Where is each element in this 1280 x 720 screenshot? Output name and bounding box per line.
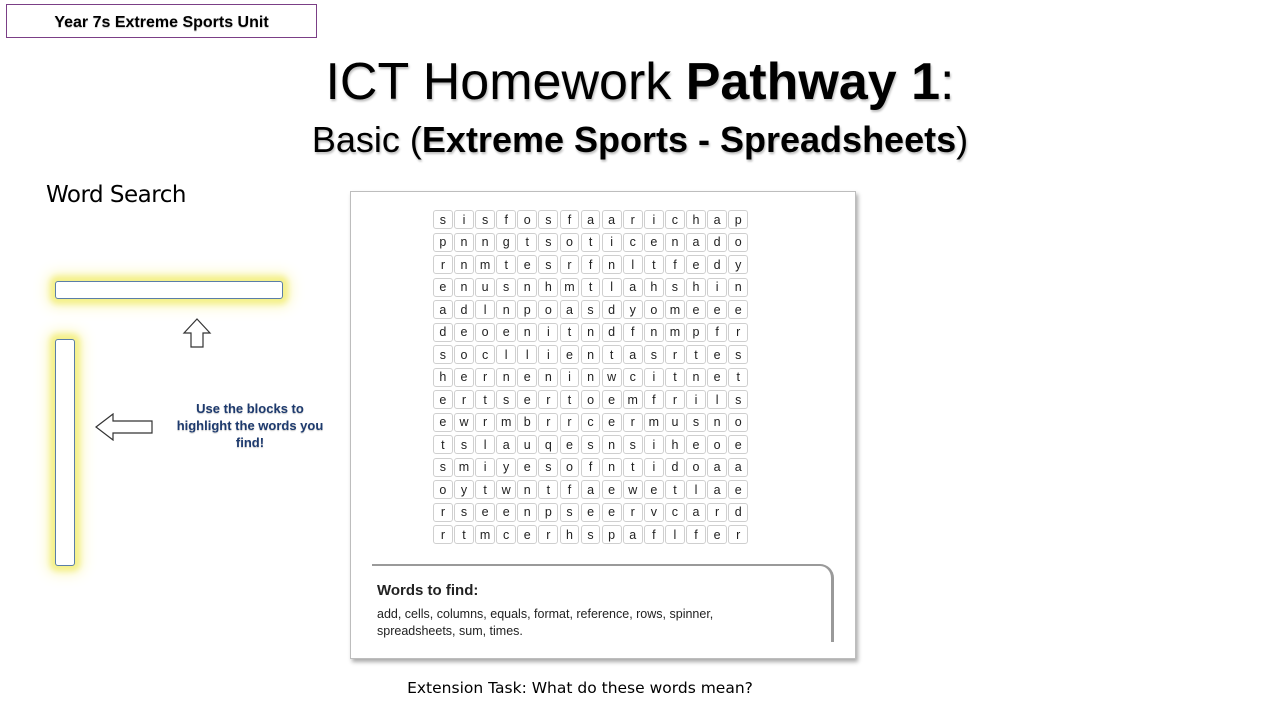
grid-cell: d: [707, 255, 727, 274]
grid-cell: w: [602, 368, 622, 387]
grid-cell: s: [581, 300, 601, 319]
grid-cell: h: [560, 525, 580, 544]
grid-cell: f: [560, 480, 580, 499]
grid-cell: n: [454, 255, 474, 274]
words-to-find-title: Words to find:: [377, 582, 479, 599]
grid-cell: s: [433, 210, 453, 229]
grid-cell: o: [728, 413, 748, 432]
grid-cell: r: [454, 390, 474, 409]
grid-cell: y: [496, 458, 516, 477]
grid-cell: i: [538, 345, 558, 364]
grid-cell: t: [665, 368, 685, 387]
grid-cell: i: [454, 210, 474, 229]
grid-cell: a: [496, 435, 516, 454]
grid-cell: e: [602, 390, 622, 409]
grid-cell: t: [665, 480, 685, 499]
grid-cell: e: [581, 503, 601, 522]
grid-cell: s: [581, 435, 601, 454]
grid-cell: i: [475, 458, 495, 477]
grid-cell: o: [707, 435, 727, 454]
page-title: [0, 52, 1280, 112]
grid-cell: a: [728, 458, 748, 477]
grid-cell: e: [496, 323, 516, 342]
grid-cell: d: [707, 233, 727, 252]
grid-cell: n: [475, 233, 495, 252]
grid-cell: o: [433, 480, 453, 499]
grid-cell: o: [475, 323, 495, 342]
grid-cell: m: [496, 413, 516, 432]
title-prefix: ICT Homework: [325, 53, 686, 111]
grid-cell: a: [686, 233, 706, 252]
grid-cell: i: [644, 210, 664, 229]
grid-cell: t: [475, 480, 495, 499]
grid-cell: d: [602, 323, 622, 342]
subtitle-prefix: Basic (: [311, 119, 422, 160]
grid-cell: e: [602, 503, 622, 522]
grid-cell: e: [602, 413, 622, 432]
grid-cell: s: [496, 390, 516, 409]
grid-cell: t: [728, 368, 748, 387]
grid-cell: v: [644, 503, 664, 522]
grid-cell: n: [581, 323, 601, 342]
grid-cell: l: [686, 480, 706, 499]
grid-cell: n: [665, 233, 685, 252]
word-search-grid: [433, 210, 748, 548]
grid-cell: n: [602, 435, 622, 454]
grid-cell: f: [707, 323, 727, 342]
grid-cell: n: [602, 255, 622, 274]
grid-cell: f: [581, 458, 601, 477]
title-suffix: :: [940, 53, 955, 111]
grid-cell: e: [433, 390, 453, 409]
grid-cell: t: [560, 323, 580, 342]
grid-cell: a: [707, 480, 727, 499]
grid-cell: r: [560, 255, 580, 274]
grid-cell: e: [644, 233, 664, 252]
grid-cell: c: [623, 233, 643, 252]
grid-cell: e: [707, 300, 727, 319]
subtitle-suffix: ): [956, 119, 969, 160]
grid-cell: d: [433, 323, 453, 342]
grid-cell: s: [538, 255, 558, 274]
grid-cell: f: [581, 255, 601, 274]
grid-cell: h: [433, 368, 453, 387]
grid-cell: n: [517, 480, 537, 499]
grid-cell: i: [644, 435, 664, 454]
grid-cell: i: [644, 368, 664, 387]
grid-cell: o: [517, 210, 537, 229]
grid-cell: l: [475, 300, 495, 319]
grid-cell: r: [475, 413, 495, 432]
grid-cell: h: [644, 278, 664, 297]
grid-cell: i: [686, 390, 706, 409]
grid-cell: n: [581, 345, 601, 364]
grid-cell: y: [623, 300, 643, 319]
grid-cell: a: [623, 278, 643, 297]
arrow-up-icon: [182, 318, 212, 348]
grid-cell: f: [644, 525, 664, 544]
grid-cell: w: [454, 413, 474, 432]
grid-cell: t: [581, 278, 601, 297]
grid-cell: a: [560, 300, 580, 319]
grid-cell: l: [475, 435, 495, 454]
vertical-highlight-block[interactable]: [55, 339, 75, 566]
grid-cell: n: [538, 368, 558, 387]
grid-cell: p: [433, 233, 453, 252]
grid-cell: r: [623, 503, 643, 522]
grid-cell: f: [665, 255, 685, 274]
grid-cell: s: [454, 435, 474, 454]
grid-cell: y: [454, 480, 474, 499]
grid-cell: e: [454, 323, 474, 342]
grid-cell: a: [623, 525, 643, 544]
grid-cell: n: [517, 278, 537, 297]
grid-cell: n: [454, 233, 474, 252]
grid-cell: l: [517, 345, 537, 364]
words-to-find-list: add, cells, columns, equals, format, reference, rows, spinner, spreadsheets, sum, times.: [377, 607, 714, 638]
grid-cell: e: [560, 345, 580, 364]
grid-cell: c: [496, 525, 516, 544]
grid-cell: c: [475, 345, 495, 364]
grid-cell: e: [517, 525, 537, 544]
grid-cell: d: [665, 458, 685, 477]
grid-cell: t: [644, 255, 664, 274]
grid-cell: f: [623, 323, 643, 342]
grid-cell: r: [433, 525, 453, 544]
grid-cell: s: [454, 503, 474, 522]
grid-cell: l: [496, 345, 516, 364]
grid-cell: i: [707, 278, 727, 297]
grid-cell: o: [728, 233, 748, 252]
grid-cell: r: [538, 413, 558, 432]
grid-cell: n: [581, 368, 601, 387]
grid-cell: n: [496, 300, 516, 319]
grid-cell: s: [538, 233, 558, 252]
grid-cell: m: [475, 525, 495, 544]
grid-cell: e: [475, 503, 495, 522]
grid-cell: s: [644, 345, 664, 364]
grid-cell: m: [623, 390, 643, 409]
grid-cell: r: [623, 210, 643, 229]
grid-cell: e: [686, 435, 706, 454]
grid-cell: t: [475, 390, 495, 409]
grid-cell: s: [433, 458, 453, 477]
grid-cell: e: [707, 368, 727, 387]
grid-cell: s: [728, 390, 748, 409]
grid-cell: r: [707, 503, 727, 522]
subtitle-bold: Extreme Sports - Spreadsheets: [421, 119, 957, 160]
grid-cell: t: [538, 480, 558, 499]
grid-cell: e: [728, 480, 748, 499]
grid-cell: c: [623, 368, 643, 387]
grid-cell: d: [602, 300, 622, 319]
grid-cell: r: [433, 503, 453, 522]
grid-cell: n: [686, 368, 706, 387]
grid-cell: t: [686, 345, 706, 364]
grid-cell: a: [581, 480, 601, 499]
grid-cell: e: [433, 278, 453, 297]
grid-cell: c: [581, 413, 601, 432]
grid-cell: t: [581, 233, 601, 252]
page-subtitle: [0, 118, 1280, 162]
grid-cell: w: [623, 480, 643, 499]
grid-cell: e: [517, 255, 537, 274]
grid-cell: s: [581, 525, 601, 544]
grid-cell: s: [665, 278, 685, 297]
grid-cell: t: [433, 435, 453, 454]
grid-cell: q: [538, 435, 558, 454]
grid-cell: s: [538, 210, 558, 229]
grid-cell: e: [517, 390, 537, 409]
grid-cell: r: [665, 390, 685, 409]
grid-cell: m: [475, 255, 495, 274]
grid-cell: p: [686, 323, 706, 342]
grid-cell: t: [496, 255, 516, 274]
grid-cell: s: [560, 503, 580, 522]
grid-cell: m: [665, 323, 685, 342]
grid-cell: h: [686, 278, 706, 297]
grid-cell: e: [517, 368, 537, 387]
grid-cell: e: [728, 435, 748, 454]
grid-cell: r: [560, 413, 580, 432]
grid-cell: t: [560, 390, 580, 409]
grid-cell: e: [496, 503, 516, 522]
grid-cell: m: [665, 300, 685, 319]
grid-cell: u: [517, 435, 537, 454]
grid-cell: w: [496, 480, 516, 499]
grid-cell: c: [665, 210, 685, 229]
grid-cell: e: [644, 480, 664, 499]
grid-cell: e: [433, 413, 453, 432]
grid-cell: e: [560, 435, 580, 454]
grid-cell: o: [581, 390, 601, 409]
grid-cell: s: [433, 345, 453, 364]
arrow-left-icon: [95, 413, 153, 441]
instruction-text: Use the blocks to highlight the words you find!: [176, 401, 324, 450]
grid-cell: l: [623, 255, 643, 274]
grid-cell: t: [623, 458, 643, 477]
grid-cell: p: [602, 525, 622, 544]
unit-label: Year 7s Extreme Sports Unit: [6, 4, 317, 38]
grid-cell: a: [623, 345, 643, 364]
grid-cell: r: [728, 525, 748, 544]
grid-cell: e: [517, 458, 537, 477]
grid-cell: o: [454, 345, 474, 364]
grid-cell: a: [433, 300, 453, 319]
grid-cell: r: [623, 413, 643, 432]
grid-cell: s: [728, 345, 748, 364]
grid-cell: g: [496, 233, 516, 252]
grid-cell: r: [665, 345, 685, 364]
grid-cell: s: [496, 278, 516, 297]
grid-cell: o: [644, 300, 664, 319]
grid-cell: r: [475, 368, 495, 387]
grid-cell: y: [728, 255, 748, 274]
grid-cell: h: [665, 435, 685, 454]
grid-cell: a: [581, 210, 601, 229]
grid-cell: u: [665, 413, 685, 432]
word-search-heading: Word Search: [46, 182, 186, 208]
grid-cell: r: [728, 323, 748, 342]
grid-cell: p: [517, 300, 537, 319]
grid-cell: n: [602, 458, 622, 477]
grid-cell: f: [496, 210, 516, 229]
grid-cell: o: [686, 458, 706, 477]
grid-cell: u: [475, 278, 495, 297]
grid-cell: n: [644, 323, 664, 342]
grid-cell: s: [538, 458, 558, 477]
grid-cell: t: [454, 525, 474, 544]
grid-cell: b: [517, 413, 537, 432]
grid-cell: n: [517, 323, 537, 342]
grid-cell: n: [728, 278, 748, 297]
grid-cell: s: [475, 210, 495, 229]
grid-cell: e: [454, 368, 474, 387]
grid-cell: e: [728, 300, 748, 319]
grid-cell: i: [602, 233, 622, 252]
grid-cell: n: [707, 413, 727, 432]
words-to-find-box: [372, 564, 834, 642]
grid-cell: r: [538, 525, 558, 544]
grid-cell: f: [644, 390, 664, 409]
grid-cell: a: [707, 210, 727, 229]
title-bold: Pathway 1: [685, 53, 941, 111]
grid-cell: e: [602, 480, 622, 499]
grid-cell: h: [538, 278, 558, 297]
grid-cell: o: [538, 300, 558, 319]
grid-cell: m: [560, 278, 580, 297]
grid-cell: h: [686, 210, 706, 229]
grid-cell: d: [454, 300, 474, 319]
grid-cell: l: [665, 525, 685, 544]
grid-cell: l: [707, 390, 727, 409]
grid-cell: n: [496, 368, 516, 387]
grid-cell: i: [538, 323, 558, 342]
grid-cell: c: [665, 503, 685, 522]
grid-cell: m: [454, 458, 474, 477]
grid-cell: e: [686, 255, 706, 274]
grid-cell: t: [517, 233, 537, 252]
grid-cell: e: [686, 300, 706, 319]
grid-cell: a: [707, 458, 727, 477]
grid-cell: n: [517, 503, 537, 522]
grid-cell: e: [707, 525, 727, 544]
grid-cell: r: [433, 255, 453, 274]
grid-cell: p: [728, 210, 748, 229]
grid-cell: i: [644, 458, 664, 477]
grid-cell: t: [602, 345, 622, 364]
grid-cell: s: [623, 435, 643, 454]
grid-cell: n: [454, 278, 474, 297]
grid-cell: i: [560, 368, 580, 387]
grid-cell: a: [602, 210, 622, 229]
grid-cell: a: [686, 503, 706, 522]
grid-cell: f: [560, 210, 580, 229]
horizontal-highlight-block[interactable]: [55, 281, 283, 299]
grid-cell: d: [728, 503, 748, 522]
grid-cell: o: [560, 233, 580, 252]
grid-cell: o: [560, 458, 580, 477]
grid-cell: p: [538, 503, 558, 522]
grid-cell: s: [686, 413, 706, 432]
word-search-sheet: [350, 191, 856, 659]
grid-cell: r: [538, 390, 558, 409]
grid-cell: m: [644, 413, 664, 432]
grid-cell: l: [602, 278, 622, 297]
grid-cell: f: [686, 525, 706, 544]
extension-task: Extension Task: What do these words mean?: [407, 679, 753, 697]
grid-cell: e: [707, 345, 727, 364]
